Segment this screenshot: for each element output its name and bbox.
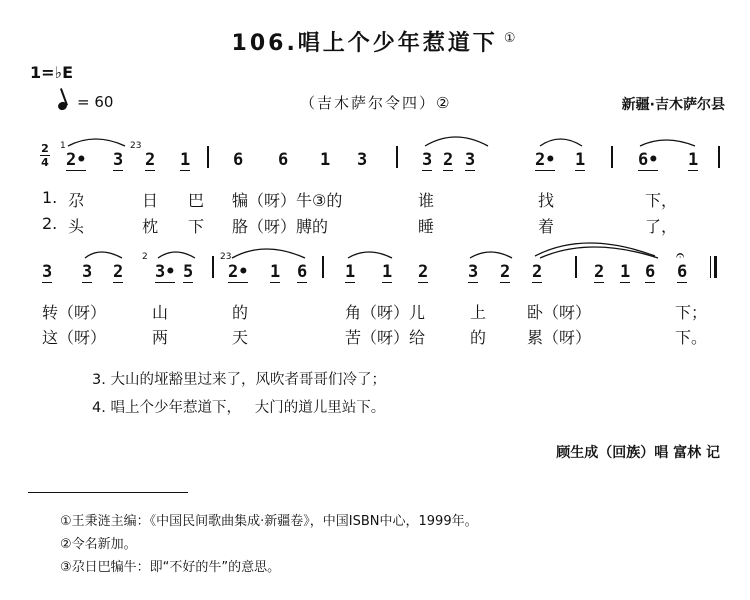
lyric-number: 1. [42, 188, 58, 207]
page-title: 106.唱上个少年惹道下 ① [231, 30, 519, 56]
note: 1 [320, 150, 331, 170]
footnote: ①王秉涟主编：《中国民间歌曲集成·新疆卷》，中国ISBN中心，1999年。 [60, 514, 478, 529]
lyric: 巴 [188, 191, 205, 210]
lyric: 这（呀） [42, 328, 107, 347]
note: 2• [66, 150, 87, 170]
verse-line: 4. 唱上个少年惹道下， 大门的道儿里站下。 [92, 400, 386, 416]
lyric: 上 [470, 303, 487, 322]
lyric: 角（呀）儿 [345, 303, 426, 322]
lyric: 的 [232, 303, 249, 322]
lyric: 山 [152, 303, 169, 322]
note: 3• [155, 262, 176, 282]
lyric: 着 [538, 217, 555, 236]
verse-line: 3. 大山的垭豁里过来了，风吹者哥哥们冷了； [92, 372, 386, 388]
lyric: 了， [645, 217, 678, 236]
time-signature: 2 4 [41, 142, 49, 169]
note: 2 [418, 262, 429, 282]
footnote: ③尕日巴犏牛：即“不好的牛”的意思。 [60, 560, 281, 575]
note: 1 [688, 150, 699, 170]
note: 1 [382, 262, 393, 282]
grace-note: 2 [142, 252, 148, 262]
lyric: 日 [142, 191, 159, 210]
note: 6 [278, 150, 289, 170]
note: 2• [535, 150, 556, 170]
note: 3 [465, 150, 476, 170]
slur [348, 252, 392, 258]
lyric: 卧（呀） [527, 303, 592, 322]
grace-note: 1 [60, 141, 66, 151]
note: 6 [297, 262, 308, 282]
slur [425, 137, 488, 146]
slur [540, 247, 658, 258]
note: 2 [500, 262, 511, 282]
lyric: 下， [645, 191, 678, 210]
tempo-marking: = 60 [58, 93, 113, 111]
slur [158, 252, 195, 258]
lyric-number: 2. [42, 214, 58, 233]
note: 2• [228, 262, 249, 282]
lyric: 下。 [675, 328, 708, 347]
lyric: 谁 [418, 191, 435, 210]
lyric: 下； [675, 303, 708, 322]
lyric: 苦（呀）给 [345, 328, 426, 347]
lyric: 找 [538, 191, 555, 210]
lyric: 两 [152, 328, 169, 347]
footnote-divider [28, 492, 188, 493]
note: 1 [180, 150, 191, 170]
lyric: 的 [470, 328, 487, 347]
note: 2 [443, 150, 454, 170]
note: 3 [113, 150, 124, 170]
slur [68, 139, 125, 146]
slur [85, 252, 122, 258]
fermata-icon: 𝄐 [676, 246, 685, 264]
key-signature: 1=♭E [30, 63, 74, 82]
lyric: 累（呀） [527, 328, 592, 347]
lyric: 胳（呀）膊的 [232, 217, 329, 236]
note: 6• [638, 150, 659, 170]
note: 3 [468, 262, 479, 282]
lyric: 犏（呀）牛③的 [232, 191, 343, 210]
note: 1 [620, 262, 631, 282]
credit-line: 顾生成（回族）唱 富林 记 [556, 445, 720, 461]
note: 1 [345, 262, 356, 282]
footnote: ②令名新加。 [60, 537, 137, 552]
note: 6 [677, 262, 688, 282]
note: 6 [233, 150, 244, 170]
note: 5 [183, 262, 194, 282]
lyric: 头 [68, 217, 85, 236]
slur [535, 243, 655, 256]
note: 1 [270, 262, 281, 282]
slur [232, 249, 305, 258]
note: 3 [42, 262, 53, 282]
grace-note: 23 [220, 252, 232, 262]
lyric: 天 [232, 328, 249, 347]
lyric: 转（呀） [42, 303, 107, 322]
slur [540, 139, 582, 146]
lyric: 睡 [418, 217, 435, 236]
note: 3 [357, 150, 368, 170]
song-region: 新疆·吉木萨尔县 [621, 97, 725, 113]
note: 3 [82, 262, 93, 282]
lyric: 尕 [68, 191, 85, 210]
note: 2 [113, 262, 124, 282]
note: 3 [422, 150, 433, 170]
note: 2 [594, 262, 605, 282]
grace-note: 23 [130, 141, 142, 151]
note: 1 [575, 150, 586, 170]
note: 2 [145, 150, 156, 170]
song-subtitle: （吉木萨尔令四）② [300, 94, 452, 112]
lyric: 枕 [142, 217, 159, 236]
lyric: 下 [188, 217, 205, 236]
slur [640, 140, 695, 146]
note: 2 [532, 262, 543, 282]
note: 6 [645, 262, 656, 282]
slur [470, 252, 512, 258]
